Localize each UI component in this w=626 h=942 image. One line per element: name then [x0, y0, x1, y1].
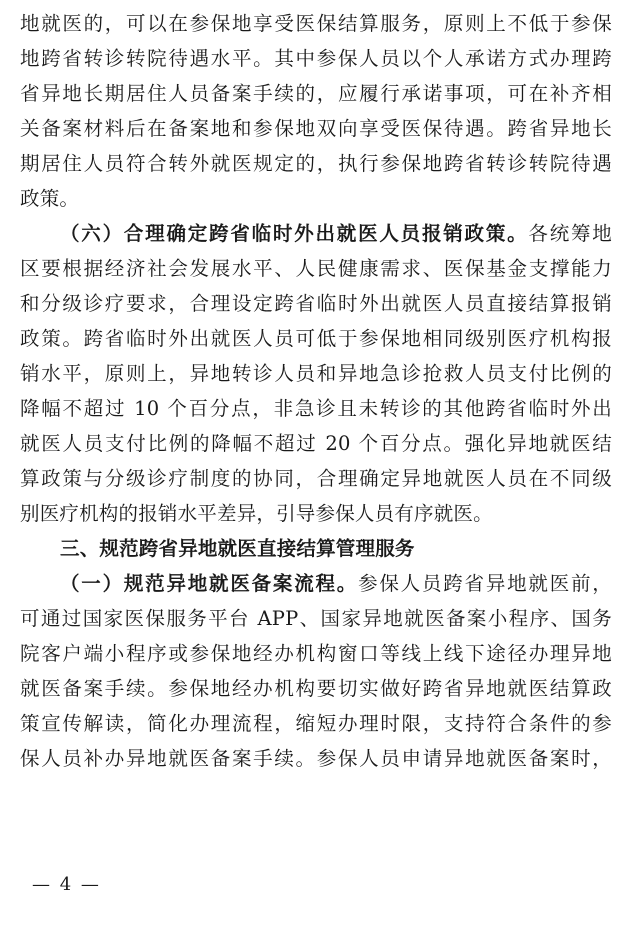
paragraph-lead: （一）规范异地就医备案流程。	[60, 572, 359, 595]
text-line: 就医人员支付比例的降幅不超过 20 个百分点。强化异地就医结	[20, 432, 612, 455]
paragraph-2	[20, 216, 612, 531]
text-line: 和分级诊疗要求，合理设定跨省临时外出就医人员直接结算报销	[20, 292, 612, 315]
text-line: 降幅不超过 10 个百分点，非急诊且未转诊的其他跨省临时外出	[20, 397, 612, 420]
section-heading: 三、规范跨省异地就医直接结算管理服务	[60, 537, 415, 560]
text-line: 就医备案手续。参保地经办机构要切实做好跨省异地就医结算政	[20, 677, 612, 700]
paragraph-lead: （六）合理确定跨省临时外出就医人员报销政策。	[60, 222, 529, 245]
text-line: 政策。跨省临时外出就医人员可低于参保地相同级别医疗机构报	[20, 327, 612, 350]
text-line: 销水平，原则上，异地转诊人员和异地急诊抢救人员支付比例的	[20, 362, 612, 385]
text-line: 省异地长期居住人员备案手续的，应履行承诺事项，可在补齐相	[20, 82, 612, 105]
text-line: 地跨省转诊转院待遇水平。其中参保人员以个人承诺方式办理跨	[20, 47, 612, 70]
text-line: 关备案材料后在备案地和参保地双向享受医保待遇。跨省异地长	[20, 117, 612, 140]
text-line: 算政策与分级诊疗制度的协同，合理确定异地就医人员在不同级	[20, 467, 612, 490]
text-line: 区要根据经济社会发展水平、人民健康需求、医保基金支撑能力	[20, 257, 612, 280]
text-line: 保人员补办异地就医备案手续。参保人员申请异地就医备案时，	[20, 747, 612, 770]
paragraph-text: 各统筹地	[528, 222, 612, 245]
text-line: 策宣传解读，简化办理流程，缩短办理时限，支持符合条件的参	[20, 712, 612, 735]
text-line	[20, 566, 612, 601]
text-line: 期居住人员符合转外就医规定的，执行参保地跨省转诊转院待遇	[20, 152, 612, 175]
paragraph-3	[20, 566, 612, 776]
text-line	[20, 216, 612, 251]
paragraph-1	[20, 6, 612, 216]
paragraph-text: 参保人员跨省异地就医前，	[358, 572, 612, 595]
text-line: 地就医的，可以在参保地享受医保结算服务，原则上不低于参保	[20, 12, 612, 35]
text-line: 政策。	[20, 187, 80, 210]
document-page	[20, 6, 612, 776]
text-line: 可通过国家医保服务平台 APP、国家异地就医备案小程序、国务	[20, 607, 612, 630]
page-number: — 4 —	[32, 874, 101, 895]
text-line: 别医疗机构的报销水平差异，引导参保人员有序就医。	[20, 502, 493, 525]
text-line: 院客户端小程序或参保地经办机构窗口等线上线下途径办理异地	[20, 642, 612, 665]
